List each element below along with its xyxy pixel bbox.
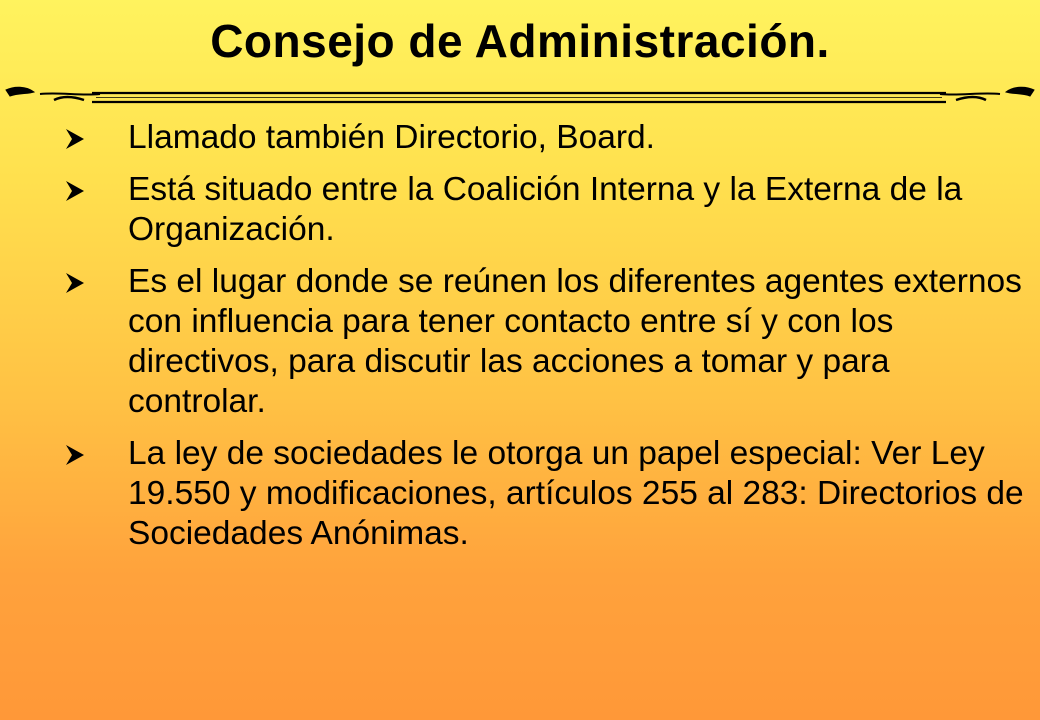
bullet-text: La ley de sociedades le otorga un papel especial: Ver Ley 19.550 y modificaciones, artículos 255 al 283: Directorios de Sociedades Anónimas.: [128, 435, 1024, 552]
ornamental-divider: [0, 80, 1040, 116]
arrow-bullet-icon: [63, 127, 87, 151]
arrow-bullet-icon: [63, 179, 87, 203]
bullet-item: [0, 434, 1040, 554]
bullet-item: [0, 118, 1040, 158]
arrow-bullet-icon: [63, 271, 87, 295]
slide-title: Consejo de Administración.: [210, 15, 830, 67]
bullet-item: [0, 170, 1040, 250]
bullet-text: Llamado también Directorio, Board.: [128, 119, 655, 156]
arrow-bullet-icon: [63, 443, 87, 467]
bullet-text: Está situado entre la Coalición Interna y la Externa de la Organización.: [128, 171, 963, 248]
bullet-text: Es el lugar donde se reúnen los diferentes agentes externos con influencia para tener contacto entre sí y con los directivos, para discutir las acciones a tomar y para controlar.: [128, 263, 1022, 420]
bullet-item: [0, 262, 1040, 422]
bullet-list: [0, 118, 1040, 566]
